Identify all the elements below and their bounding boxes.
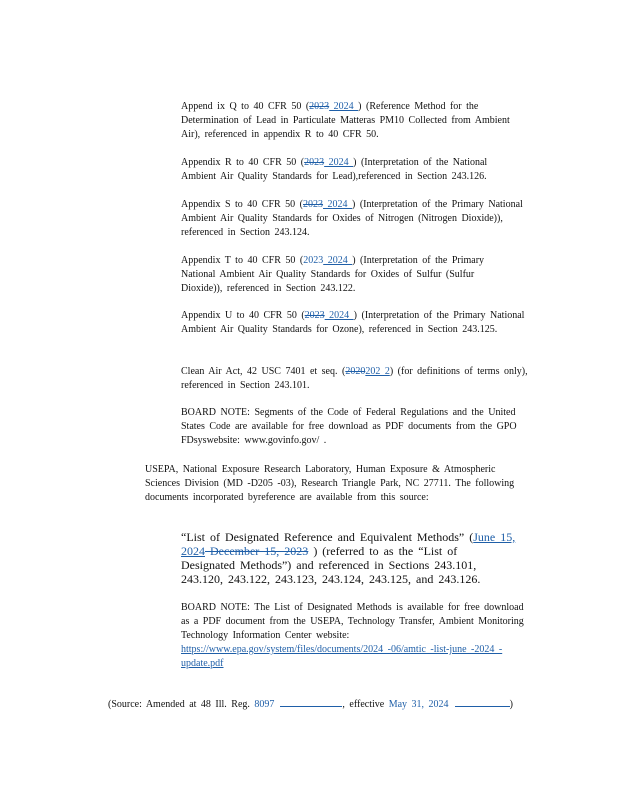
entry-text: ) (Interpretation of the Primary National Ambient Air Quality Standards for Oxides of Sulfur (Sulfur Dioxide)), referenced in Section 243.122.: [181, 255, 485, 294]
deleted-text: 2023: [303, 199, 324, 210]
entry-text: ) (Interpretation of the Primary National Ambient Air Quality Standards for Oxides of Nitrogen (Nitrogen Dioxide)), referenced in Section 243.124.: [181, 199, 523, 238]
inserted-text: 2024: [323, 199, 353, 210]
blank-line: [280, 697, 342, 707]
entry-text: , effective: [342, 699, 389, 710]
inserted-text: 2024: [324, 310, 354, 321]
list-designated-methods-entry: [181, 530, 516, 586]
appendix-u-entry: [181, 309, 541, 337]
deleted-text: 2023: [304, 310, 325, 321]
entry-text: Appendix S to 40 CFR 50 (: [181, 199, 304, 210]
appendix-q-entry: [181, 100, 511, 142]
inserted-text: 2024: [323, 255, 353, 266]
deleted-text: December 15, 2023: [205, 544, 309, 558]
entry-text: ) (for definitions of terms only), referenced in Section 243.101.: [181, 366, 528, 391]
deleted-text: 2023: [304, 157, 325, 168]
inserted-text: 202 2: [365, 366, 390, 377]
register-page: 8097: [254, 699, 275, 710]
inserted-text: 2024: [329, 101, 359, 112]
entry-text: ) (Interpretation of the National Ambient Air Quality Standards for Lead),referenced in Section 243.126.: [181, 157, 488, 182]
deleted-text: 2020: [345, 366, 366, 377]
inserted-text: 2024: [324, 157, 354, 168]
blank-line: [455, 697, 510, 707]
entry-text: Appendix T to 40 CFR 50 (: [181, 255, 304, 266]
deleted-text: 2023: [303, 255, 324, 266]
entry-text: ): [509, 699, 513, 710]
clean-air-act-entry: [181, 365, 531, 393]
source-note: [108, 697, 548, 712]
entry-text: Appendix R to 40 CFR 50 (: [181, 157, 305, 168]
entry-text: ) (Reference Method for the Determination of Lead in Particulate Matteras PM10 Collected from Ambient Air), referenced in appendix R to 40 CFR 50.: [181, 101, 510, 140]
effective-date: May 31, 2024: [388, 699, 449, 710]
entry-text: ) (Interpretation of the Primary National Ambient Air Quality Standards for Ozone), referenced in Section 243.125.: [181, 310, 525, 335]
document-title: “List of Designated Reference and Equivalent Methods”: [181, 530, 465, 544]
entry-text: Appendix U to 40 CFR 50 (: [181, 310, 305, 321]
board-note-cfr: BOARD NOTE: Segments of the Code of Federal Regulations and the United States Code are available for free download as PDF documents from the GPO FDsyswebsite: www.govinfo.gov/ .: [181, 407, 517, 446]
entry-text: Clean Air Act, 42 USC 7401 et seq. (: [181, 366, 346, 377]
appendix-t-entry: [181, 254, 516, 296]
usepa-source-paragraph: USEPA, National Exposure Research Laboratory, Human Exposure & Atmospheric Sciences Division (MD -D205 -03), Research Triangle Park, NC 27711. The following documents incorporated byreference are available from this source:: [145, 464, 515, 503]
entry-text: BOARD NOTE: The List of Designated Methods is available for free download as a PDF document from the USEPA, Technology Transfer, Ambient Monitoring Technology Information Center website:: [181, 602, 524, 641]
board-note-methods: [181, 601, 526, 671]
website-link[interactable]: https://www.epa.gov/system/files/documents/2024 -06/amtic -list-june -2024 -update.pdf: [181, 644, 503, 669]
entry-text: (Source: Amended at 48 Ill. Reg.: [108, 699, 255, 710]
appendix-r-entry: [181, 156, 526, 184]
inserted-text: June 15, 2024: [181, 530, 516, 558]
deleted-text: 2023: [309, 101, 330, 112]
entry-text: ) (referred to as the “List of Designated Methods”) and referenced in Sections 243.101, 243.120, 243.122, 243.123, 243.124, 243.125, and 243.126.: [181, 544, 481, 586]
entry-text: Append ix Q to 40 CFR 50 (: [181, 101, 310, 112]
entry-text: (: [464, 530, 474, 544]
appendix-s-entry: [181, 198, 536, 240]
